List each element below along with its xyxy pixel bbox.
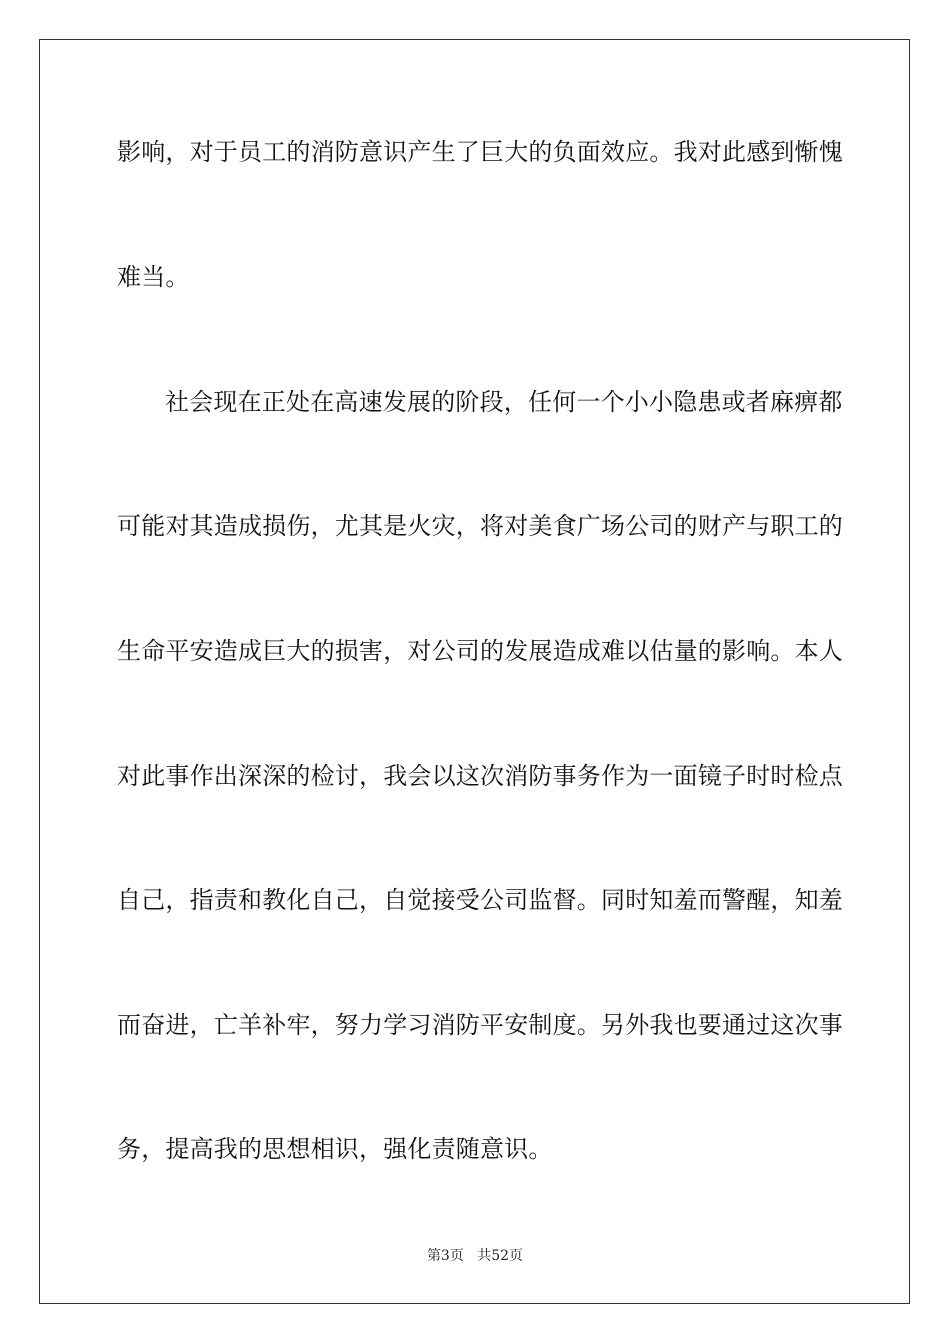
paragraph-line-2: 难当。 bbox=[117, 263, 190, 291]
paragraph-line-3: 社会现在正处在高速发展的阶段，任何一个小小隐患或者麻痹都 bbox=[165, 388, 843, 416]
paragraph-line-7: 自己，指责和教化自己，自觉接受公司监督。同时知羞而警醒，知羞 bbox=[117, 886, 843, 914]
paragraph-line-8: 而奋进，亡羊补牢，努力学习消防平安制度。另外我也要通过这次事 bbox=[117, 1011, 843, 1039]
current-page-number: 第3页 bbox=[426, 1248, 464, 1264]
paragraph-line-4: 可能对其造成损伤，尤其是火灾，将对美食广场公司的财产与职工的 bbox=[117, 512, 843, 540]
paragraph-line-1: 影响，对于员工的消防意识产生了巨大的负面效应。我对此感到惭愧 bbox=[117, 138, 843, 166]
page-footer bbox=[0, 1247, 950, 1265]
total-page-count: 共52页 bbox=[477, 1248, 524, 1264]
paragraph-line-6: 对此事作出深深的检讨，我会以这次消防事务作为一面镜子时时检点 bbox=[117, 762, 843, 790]
paragraph-line-5: 生命平安造成巨大的损害，对公司的发展造成难以估量的影响。本人 bbox=[117, 637, 843, 665]
page-border bbox=[39, 39, 910, 1304]
paragraph-line-9: 务，提高我的思想相识，强化责随意识。 bbox=[117, 1135, 553, 1163]
